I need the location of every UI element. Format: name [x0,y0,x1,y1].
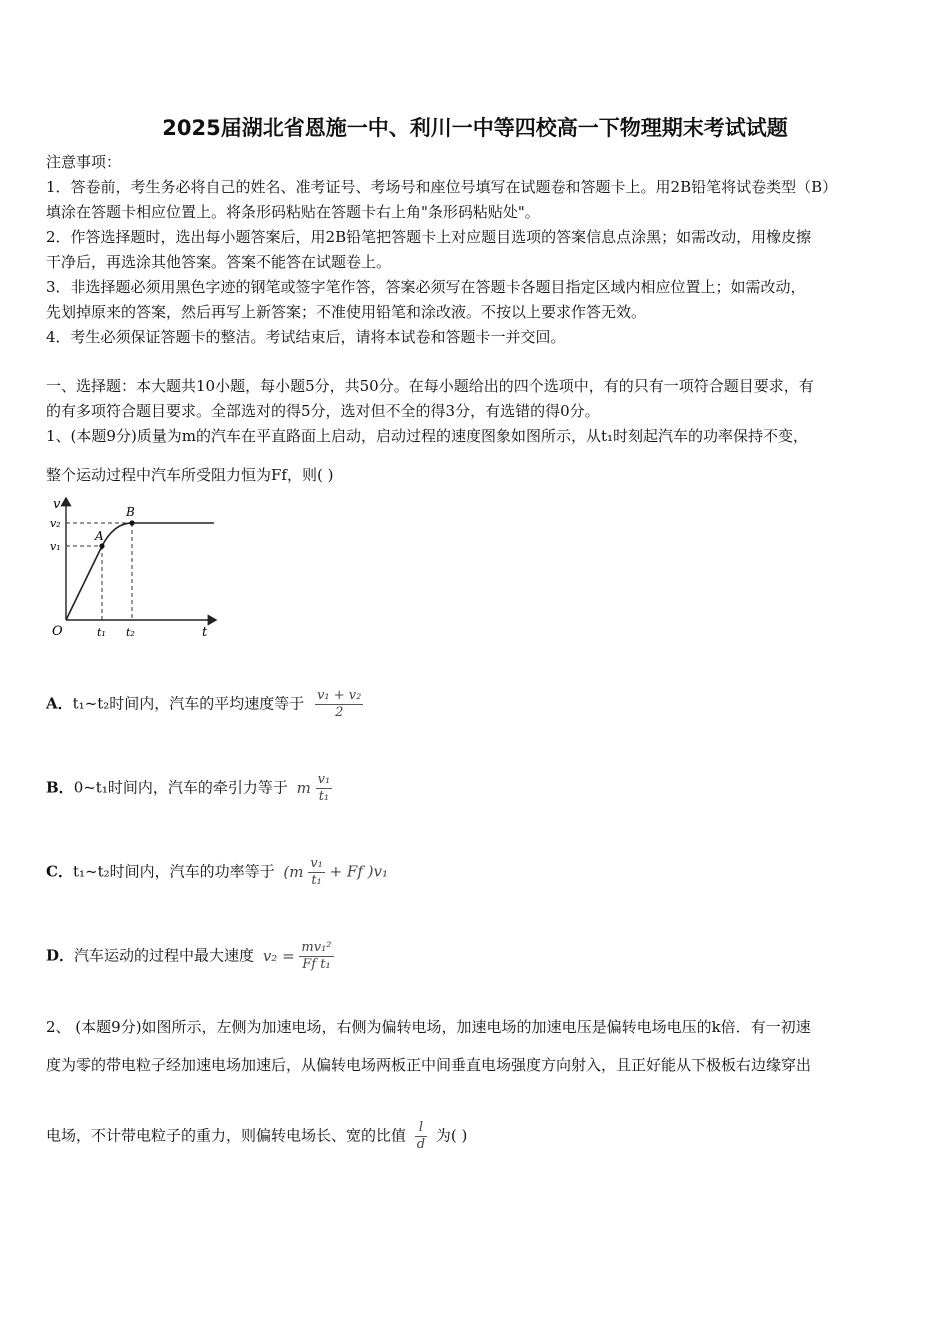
q1-option-a [46,688,363,721]
option-text: t₁~t₂时间内，汽车的功率等于 [72,862,275,881]
option-text: t₁~t₂时间内，汽车的平均速度等于 [72,694,305,713]
point-b-label: B [126,505,135,519]
section-intro-line: 的有多项符合题目要求。全部选对的得5分，选对但不全的得3分，有选错的得0分。 [46,402,600,420]
notice-line: 填涂在答题卡相应位置上。将条形码粘贴在答题卡右上角"条形码粘贴处"。 [46,203,540,221]
page-title: 2025届湖北省恩施一中、利川一中等四校高一下物理期末考试试题 [162,116,788,140]
option-text: 0~t₁时间内，汽车的牵引力等于 [73,778,288,797]
q1-option-d [46,940,334,973]
vt-graph [46,492,226,642]
point-a-dot [99,543,104,548]
axis-label-t: t [202,625,208,640]
option-text: 汽车运动的过程中最大速度 [74,946,255,965]
option-formula: $\frac{\text{v₁}}{\text{t₁}}$ [317,772,331,804]
option-formula-prefix: v₂ = [262,946,295,965]
q2-stem-text: 电场，不计带电粒子的重力，则偏转电场长、宽的比值 [46,1126,407,1145]
q1-stem-line: 整个运动过程中汽车所受阻力恒为Ff，则( ) [46,466,334,484]
tick-v2: v₂ [50,517,61,530]
option-label: D． [46,946,75,965]
q2-stem-line-3 [46,1120,467,1153]
notice-line: 干净后，再选涂其他答案。答案不能答在试题卷上。 [46,253,392,271]
notice-line: 3．非选择题必须用黑色字迹的钢笔或签字笔作答，答案必须写在答题卡各题目指定区域内相应位置上；如需改动， [46,278,806,296]
option-formula: $\frac{\text{v₁ + v₂}}{2}$ [317,688,362,720]
q1-stem-line: 1、(本题9分)质量为m的汽车在平直路面上启动，启动过程的速度图象如图所示，从t₁时刻起汽车的功率保持不变， [46,427,809,445]
q2-stem-line: 2、 (本题9分)如图所示，左侧为加速电场，右侧为偏转电场，加速电场的加速电压是偏转电场电压的k倍．有一初速 [46,1018,811,1036]
q1-option-c [46,856,388,889]
section-intro-line: 一、选择题：本大题共10小题，每小题5分，共50分。在每小题给出的四个选项中，有的只有一项符合题目要求，有 [46,377,814,395]
option-label: A． [46,694,73,713]
option-formula-prefix: m [296,778,311,797]
option-formula: $\frac{\text{mv₁²}}{\text{Ff t₁}}$ [301,940,332,972]
notice-line: 2．作答选择题时，选出每小题答案后，用2B铅笔把答题卡上对应题目选项的答案信息点涂黑；如需改动，用橡皮擦 [46,228,812,246]
origin-label: O [52,624,63,639]
notice-line: 1．答卷前，考生务必将自己的姓名、准考证号、考场号和座位号填写在试题卷和答题卡上。用2B铅笔将试卷类型（B） [46,178,838,196]
option-formula-suffix: + Ff )v₁ [329,862,388,881]
q1-option-b [46,772,332,805]
notice-line: 先划掉原来的答案，然后再写上新答案；不准使用铅笔和涂改液。不按以上要求作答无效。 [46,303,647,321]
option-formula-prefix: (m [283,862,304,881]
option-formula: $\frac{\text{v₁}}{\text{t₁}}$ [310,856,323,888]
option-label: B． [46,778,74,797]
q2-stem-line: 度为零的带电粒子经加速电场加速后，从偏转电场两板正中间垂直电场强度方向射入，且正好能从下极板右边缘穿出 [46,1056,812,1074]
velocity-curve [66,523,214,620]
tick-t1: t₁ [97,626,106,639]
ratio-formula: $\frac{l}{d}$ [416,1120,426,1152]
notice-line: 4．考生必须保证答题卡的整洁。考试结束后，请将本试卷和答题卡一并交回。 [46,328,566,346]
point-a-label: A [95,529,104,543]
point-b-dot [129,520,134,525]
option-label: C． [46,862,73,881]
tick-v1: v₁ [50,540,61,553]
axis-label-v: v [53,497,61,512]
tick-t2: t₂ [126,626,135,639]
q2-answer-blank: 为( ) [435,1126,468,1145]
notice-heading: 注意事项： [46,153,122,171]
